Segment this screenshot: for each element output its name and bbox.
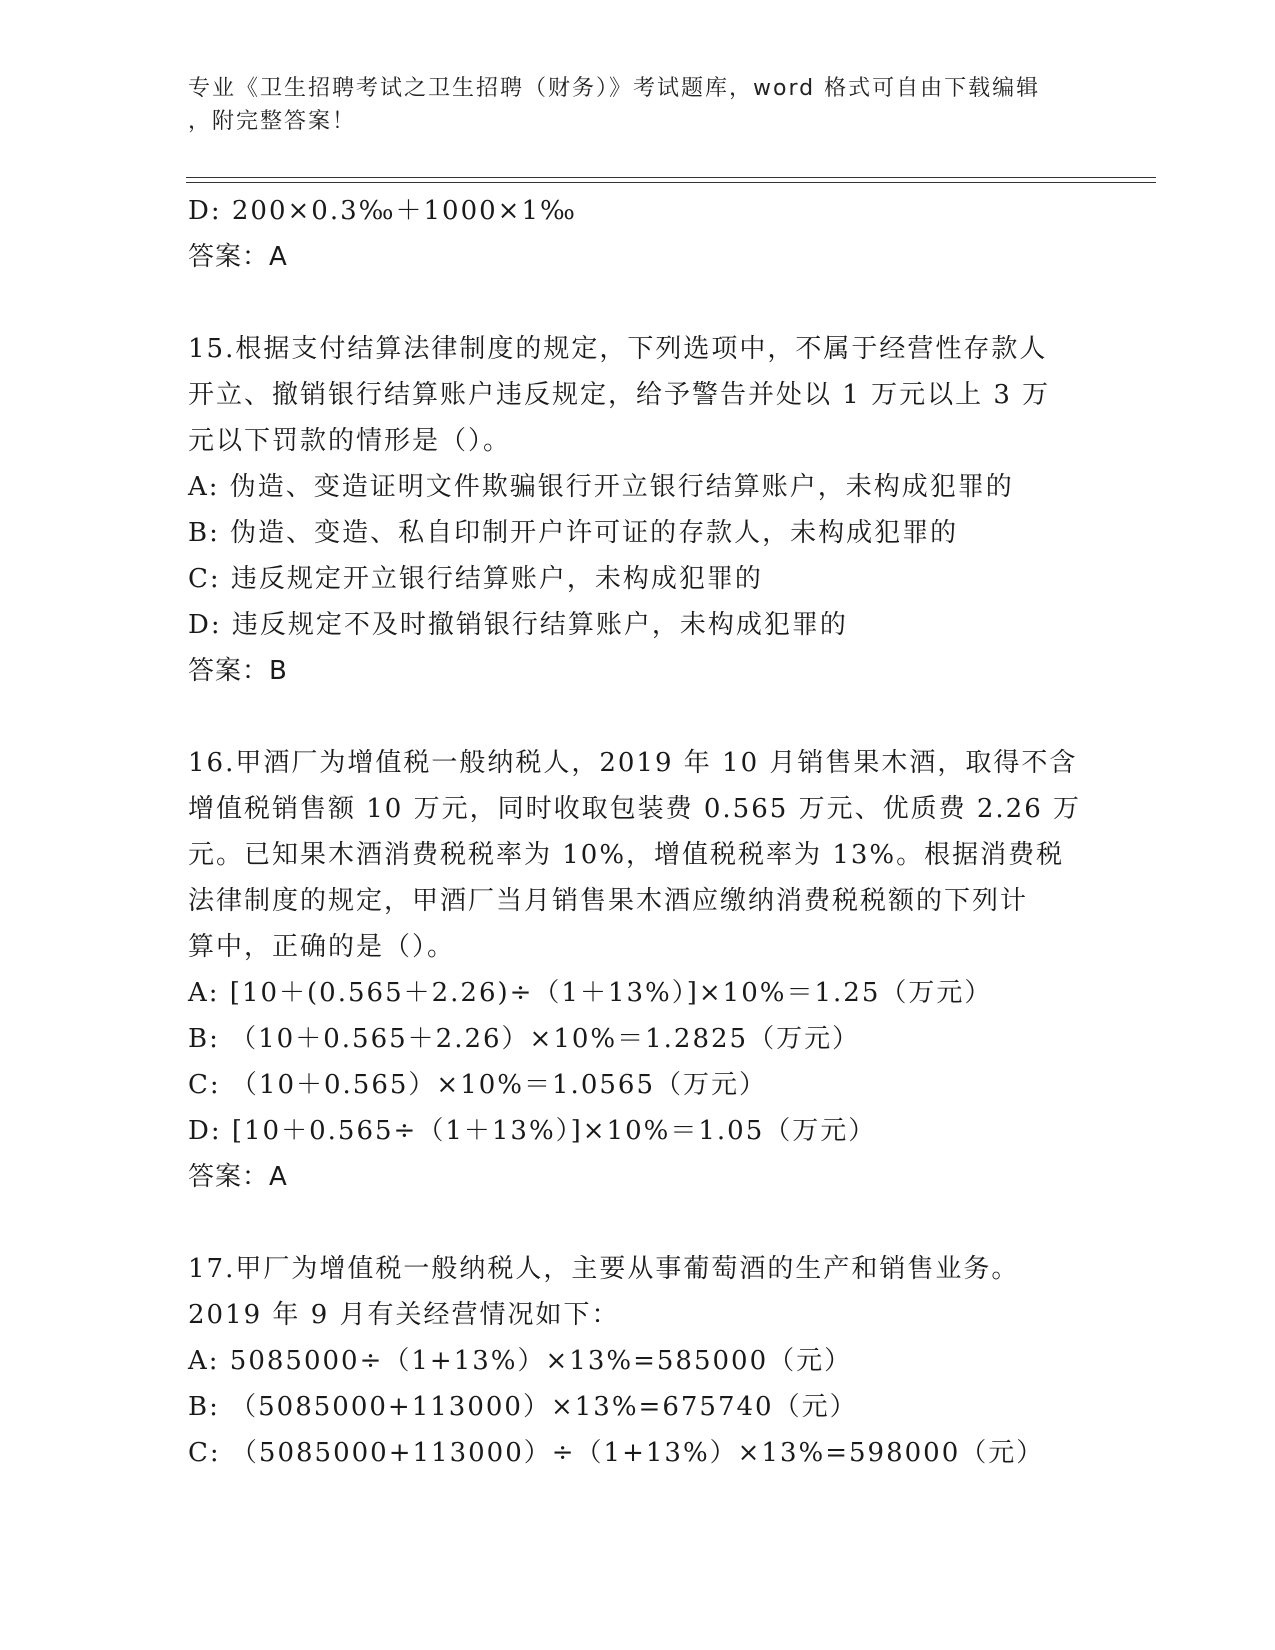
question-16	[188, 740, 1088, 1200]
q17-option-a: A: 5085000÷（1+13%）×13%=585000（元）	[188, 1346, 853, 1376]
header-line-2: ，附完整答案！	[188, 109, 357, 134]
document-header	[188, 72, 1088, 138]
document-body	[188, 188, 1088, 1476]
q17-option-b: B: （5085000+113000）×13%=675740（元）	[188, 1392, 858, 1422]
q16-option-a: A: [10＋(0.565＋2.26)÷（1＋13%）]×10%＝1.25（万元）	[188, 978, 993, 1008]
q15-stem-line-3: 元以下罚款的情形是（）。	[188, 426, 512, 456]
question-17	[188, 1246, 1088, 1476]
spacer	[188, 280, 1088, 326]
q16-stem-line-2: 增值税销售额 10 万元，同时收取包装费 0.565 万元、优质费 2.26 万	[188, 794, 1081, 824]
q16-option-d: D: [10＋0.565÷（1＋13%）]×10%＝1.05（万元）	[188, 1116, 877, 1146]
q16-stem-line-5: 算中，正确的是（）。	[188, 932, 456, 962]
q14-option-d: D: 200×0.3‰＋1000×1‰	[188, 196, 577, 226]
q15-option-c: C: 违反规定开立银行结算账户，未构成犯罪的	[188, 564, 763, 594]
q16-option-b: B: （10＋0.565＋2.26）×10%＝1.2825（万元）	[188, 1024, 861, 1054]
q14-answer: 答案：A	[188, 242, 288, 272]
q16-stem-line-3: 元。已知果木酒消费税税率为 10%，增值税税率为 13%。根据消费税	[188, 840, 1065, 870]
q15-option-a: A: 伪造、变造证明文件欺骗银行开立银行结算账户，未构成犯罪的	[188, 472, 1014, 502]
q16-stem-line-1: 16.甲酒厂为增值税一般纳税人，2019 年 10 月销售果木酒，取得不含	[188, 748, 1078, 778]
q15-answer: 答案：B	[188, 656, 288, 686]
q16-answer: 答案：A	[188, 1162, 288, 1192]
q15-option-b: B: 伪造、变造、私自印制开户许可证的存款人，未构成犯罪的	[188, 518, 959, 548]
q16-stem-line-4: 法律制度的规定，甲酒厂当月销售果木酒应缴纳消费税税额的下列计	[188, 886, 1029, 916]
question-15	[188, 326, 1088, 694]
q16-option-c: C: （10＋0.565）×10%＝1.0565（万元）	[188, 1070, 767, 1100]
header-rule-bottom	[186, 182, 1156, 183]
q17-stem-line-1: 17.甲厂为增值税一般纳税人，主要从事葡萄酒的生产和销售业务。	[188, 1254, 1020, 1284]
spacer	[188, 1200, 1088, 1246]
header-rule-top	[186, 177, 1156, 178]
q17-option-c: C: （5085000+113000）÷（1+13%）×13%=598000（元）	[188, 1438, 1045, 1468]
spacer	[188, 694, 1088, 740]
q17-stem-line-2: 2019 年 9 月有关经营情况如下：	[188, 1300, 620, 1330]
q15-option-d: D: 违反规定不及时撤销银行结算账户，未构成犯罪的	[188, 610, 848, 640]
q15-stem-line-1: 15.根据支付结算法律制度的规定，下列选项中，不属于经营性存款人	[188, 334, 1048, 364]
question-14-tail	[188, 188, 1088, 280]
header-line-1: 专业《卫生招聘考试之卫生招聘（财务）》考试题库，word 格式可自由下载编辑	[188, 76, 1041, 101]
q15-stem-line-2: 开立、撤销银行结算账户违反规定，给予警告并处以 1 万元以上 3 万	[188, 380, 1051, 410]
